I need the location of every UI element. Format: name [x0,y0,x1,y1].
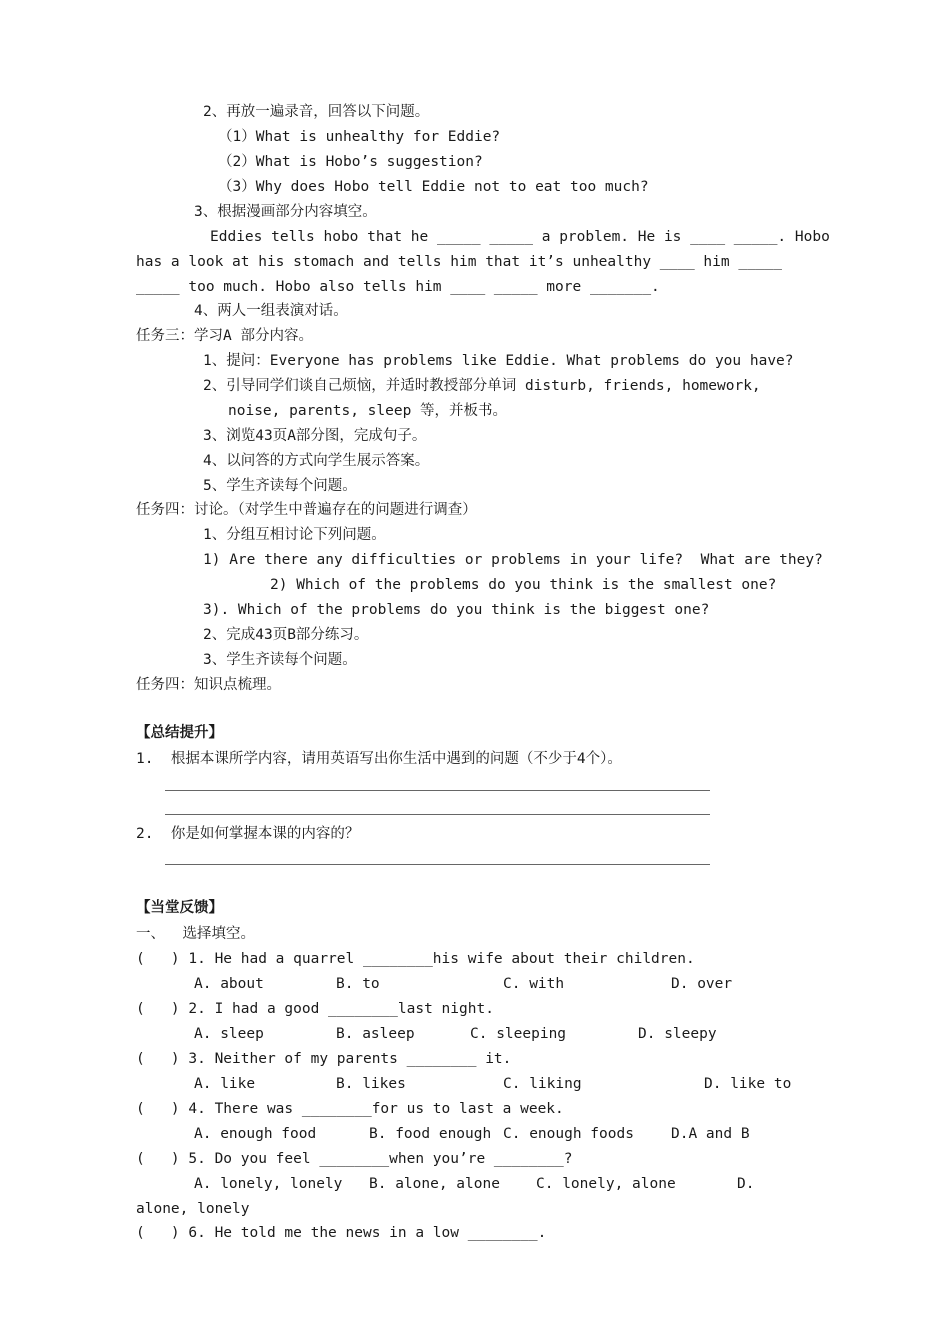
comic-fill-line-1: Eddies tells hobo that he _____ _____ a problem. He is ____ _____. Hobo [210,229,830,245]
q3-option-a: A. like [194,1076,256,1092]
task-four-step-3: 3、学生齐读每个问题。 [203,652,357,668]
step-2-replay-audio: 2、再放一遍录音，回答以下问题。 [203,104,430,120]
q4-option-d: D.A and B [671,1126,750,1142]
task-three-heading: 任务三：学习A 部分内容。 [136,328,313,344]
task-four-step-1: 1、分组互相讨论下列问题。 [203,527,386,543]
q1-option-b: B. to [336,976,380,992]
question-1: （1）What is unhealthy for Eddie? [218,129,501,145]
answer-line-3[interactable] [165,864,710,865]
task-three-step-2-cont: noise, parents, sleep 等，并板书。 [228,403,508,419]
comic-fill-line-3: _____ too much. Hobo also tells him ____ _____ more _______. [136,279,660,295]
summary-item-1: 1. 根据本课所学内容，请用英语写出你生活中遇到的问题（不少于4个）。 [136,751,622,767]
task-three-step-3: 3、浏览43页A部分图，完成句子。 [203,428,427,444]
feedback-section-title: 【当堂反馈】 [136,900,223,916]
mc-question-3: ( ) 3. Neither of my parents ________ it. [136,1051,512,1067]
mc-question-4: ( ) 4. There was ________for us to last a week. [136,1101,564,1117]
q3-option-d: D. like to [704,1076,792,1092]
q5-option-b: B. alone, alone [369,1176,500,1192]
answer-line-1[interactable] [165,790,710,791]
mc-question-6: ( ) 6. He told me the news in a low ________. [136,1225,547,1241]
answer-line-2[interactable] [165,814,710,815]
q4-option-c: C. enough foods [503,1126,634,1142]
q3-option-b: B. likes [336,1076,406,1092]
summary-item-2: 2. 你是如何掌握本课的内容的？ [136,826,360,842]
question-2: （2）What is Hobo’s suggestion? [218,154,483,170]
q4-option-a: A. enough food [194,1126,317,1142]
comic-fill-line-2: has a look at his stomach and tells him that it’s unhealthy ____ him _____ [136,254,783,270]
task-four-step-2: 2、完成43页B部分练习。 [203,627,369,643]
q2-option-a: A. sleep [194,1026,264,1042]
q5-option-a: A. lonely, lonely [194,1176,343,1192]
step-4-role-play: 4、两人一组表演对话。 [194,303,348,319]
task-three-step-4: 4、以问答的方式向学生展示答案。 [203,453,430,469]
discussion-question-1: 1) Are there any difficulties or problems in your life? What are they? [203,552,823,568]
q2-option-d: D. sleepy [638,1026,717,1042]
task-three-step-1: 1、提问：Everyone has problems like Eddie. What problems do you have? [203,353,794,369]
task-three-step-5: 5、学生齐读每个问题。 [203,478,357,494]
q1-option-a: A. about [194,976,264,992]
q3-option-c: C. liking [503,1076,582,1092]
mc-question-2: ( ) 2. I had a good ________last night. [136,1001,494,1017]
mc-question-1: ( ) 1. He had a quarrel ________his wife about their children. [136,951,695,967]
q2-option-b: B. asleep [336,1026,415,1042]
q1-option-c: C. with [503,976,565,992]
discussion-question-3: 3). Which of the problems do you think is the biggest one? [203,602,710,618]
q1-option-d: D. over [671,976,733,992]
part-one-heading: 一、 选择填空。 [136,926,255,942]
q5-option-d-text: alone, lonely [136,1201,250,1217]
mc-question-5: ( ) 5. Do you feel ________when you’re ________? [136,1151,573,1167]
question-3: （3）Why does Hobo tell Eddie not to eat too much? [218,179,649,195]
task-four-discussion-heading: 任务四：讨论。（对学生中普遍存在的问题进行调查） [136,502,477,518]
step-3-fill-blanks: 3、根据漫画部分内容填空。 [194,204,377,220]
task-three-step-2: 2、引导同学们谈自己烦恼，并适时教授部分单词 disturb, friends, homework, [203,378,761,394]
q5-option-d-label: D. [737,1176,755,1192]
task-four-knowledge-heading: 任务四：知识点梳理。 [136,677,281,693]
q2-option-c: C. sleeping [470,1026,567,1042]
q4-option-b: B. food enough [369,1126,492,1142]
discussion-question-2: 2) Which of the problems do you think is the smallest one? [270,577,777,593]
q5-option-c: C. lonely, alone [536,1176,676,1192]
summary-section-title: 【总结提升】 [136,725,223,741]
